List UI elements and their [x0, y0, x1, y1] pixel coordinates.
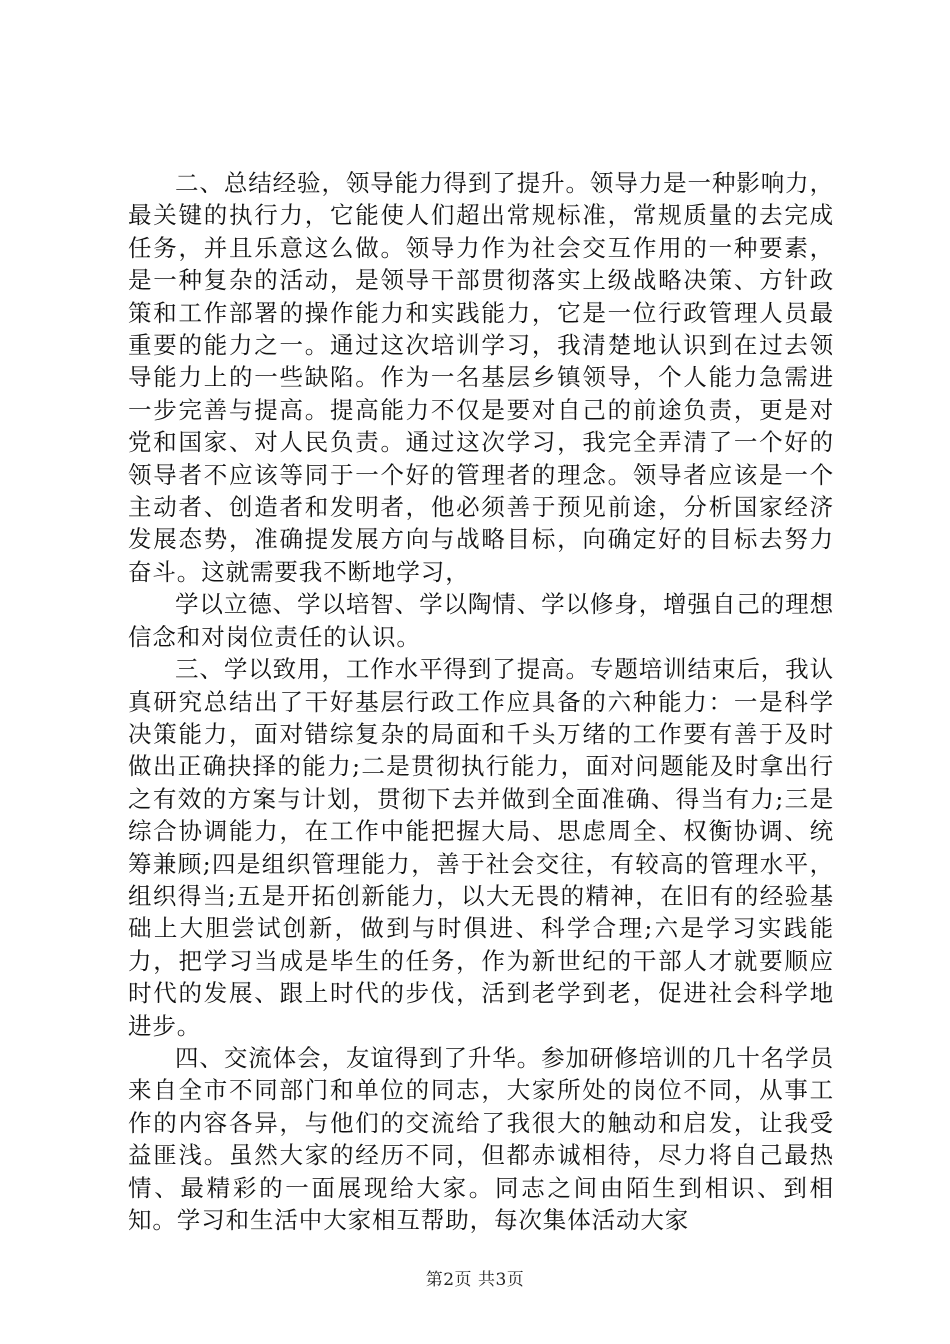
- page-number-footer: 第2页 共3页: [425, 1270, 525, 1290]
- paragraph-learning: 学以立德、学以培智、学以陶情、学以修身，增强自己的理想信念和对岗位责任的认识。: [128, 590, 834, 651]
- paragraph-leadership: 二、总结经验，领导能力得到了提升。领导力是一种影响力，最关键的执行力，它能使人们超出常规标准，常规质量的去完成任务，并且乐意这么做。领导力作为社会交互作用的一种要素，是一种复杂的活动，是领导干部贯彻落实上级战略决策、方针政策和工作部署的操作能力和实践能力，它是一位行政管理人员最重要的能力之一。通过这次培训学习，我清楚地认识到在过去领导能力上的一些缺陷。作为一名基层乡镇领导，个人能力急需进一步完善与提高。提高能力不仅是要对自己的前途负责，更是对党和国家、对人民负责。通过这次学习，我完全弄清了一个好的领导者不应该等同于一个好的管理者的理念。领导者应该是一个主动者、创造者和发明者，他必须善于预见前途，分析国家经济发展态势，准确提发展方向与战略目标，向确定好的目标去努力奋斗。这就需要我不断地学习，: [128, 169, 834, 586]
- paragraph-exchange: 四、交流体会，友谊得到了升华。参加研修培训的几十名学员来自全市不同部门和单位的同志，大家所处的岗位不同，从事工作的内容各异，与他们的交流给了我很大的触动和启发，让我受益匪浅。虽然大家的经历不同，但都赤诚相待，尽力将自己最热情、最精彩的一面展现给大家。同志之间由陌生到相识、到相知。学习和生活中大家相互帮助，每次集体活动大家: [128, 1043, 834, 1234]
- document-body: [128, 167, 834, 1236]
- paragraph-application: 三、学以致用，工作水平得到了提高。专题培训结束后，我认真研究总结出了干好基层行政工作应具备的六种能力：一是科学决策能力，面对错综复杂的局面和千头万绪的工作要有善于及时做出正确抉择的能力;二是贯彻执行能力，面对问题能及时拿出行之有效的方案与计划，贯彻下去并做到全面准确、得当有力;三是综合协调能力，在工作中能把握大局、思虑周全、权衡协调、统筹兼顾;四是组织管理能力，善于社会交往，有较高的管理水平，组织得当;五是开拓创新能力，以大无畏的精神，在旧有的经验基础上大胆尝试创新，做到与时俱进、科学合理;六是学习实践能力，把学习当成是毕生的任务，作为新世纪的干部人才就要顺应时代的发展、跟上时代的步伐，活到老学到老，促进社会科学地进步。: [128, 655, 834, 1040]
